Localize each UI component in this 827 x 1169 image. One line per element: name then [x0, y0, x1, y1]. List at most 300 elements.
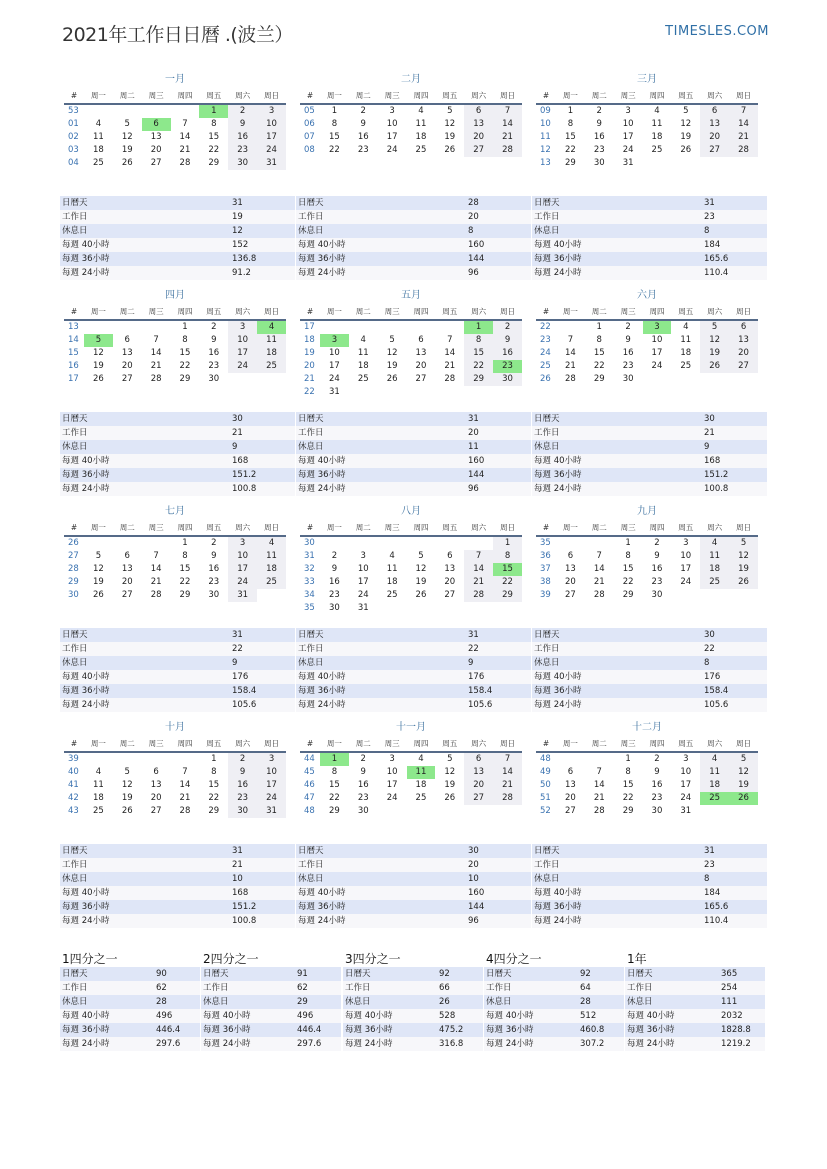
- day-cell: 8: [182, 335, 188, 345]
- day-cell: 18: [257, 563, 286, 576]
- stat-label: 工作日: [60, 426, 230, 440]
- week-row: [300, 334, 522, 347]
- day-cell: 1: [596, 322, 602, 332]
- stats-row: [296, 656, 531, 670]
- day-cell: 24: [651, 361, 663, 371]
- day-cell: 23: [622, 361, 634, 371]
- stats-row: [60, 238, 295, 252]
- stats-row: [60, 628, 295, 642]
- stat-value: 31: [230, 196, 295, 210]
- day-cell: 26: [121, 158, 133, 168]
- day-cell: 3: [683, 754, 689, 764]
- weekday-header: 周三: [378, 87, 407, 104]
- stat-value: 30: [466, 844, 531, 858]
- month-stats: [296, 844, 531, 928]
- quarter-stats: [60, 967, 200, 1051]
- weekday-header: 周日: [729, 735, 758, 752]
- weekday-header: 周一: [320, 735, 349, 752]
- stats-row: [296, 872, 531, 886]
- day-cell: 23: [593, 145, 605, 155]
- month-calendar: [536, 288, 758, 386]
- day-cell: 8: [182, 551, 188, 561]
- stat-value: 144: [466, 900, 531, 914]
- stat-label: 日曆天: [296, 412, 466, 426]
- weekday-header-row: [300, 735, 522, 752]
- day-cell: 31: [228, 589, 257, 602]
- stats-row: [532, 454, 767, 468]
- week-row: [300, 589, 522, 602]
- day-cell: 7: [182, 119, 188, 129]
- week-row: [64, 550, 286, 563]
- month-calendar: [536, 504, 758, 602]
- week-row: [300, 536, 522, 550]
- stat-value: 496: [295, 1009, 341, 1023]
- week-row: [64, 373, 286, 386]
- day-cell: 2: [654, 754, 660, 764]
- stat-label: 工作日: [296, 426, 466, 440]
- day-cell: 27: [415, 374, 427, 384]
- stats-row: [60, 454, 295, 468]
- day-cell: 5: [729, 752, 758, 766]
- quarter-title: 2四分之一: [203, 952, 259, 966]
- day-cell: [407, 320, 436, 334]
- day-cell: 28: [593, 806, 605, 816]
- week-number: 03: [68, 145, 79, 155]
- stat-value: 110.4: [702, 266, 767, 280]
- day-cell: 11: [651, 119, 663, 129]
- day-cell: [556, 320, 585, 334]
- day-cell: 15: [464, 347, 493, 360]
- day-cell: 10: [228, 334, 257, 347]
- brand-link[interactable]: TIMESLES.COM: [665, 24, 769, 39]
- day-cell: 19: [415, 577, 427, 587]
- stat-label: 日曆天: [532, 844, 702, 858]
- day-cell: 28: [593, 590, 605, 600]
- stat-label: 每週 24小時: [532, 698, 702, 712]
- stat-value: 10: [466, 872, 531, 886]
- week-number: 14: [68, 335, 79, 345]
- day-cell: 25: [386, 590, 398, 600]
- month-calendar: [64, 72, 286, 170]
- week-row: [300, 386, 522, 399]
- weekday-header: 周五: [435, 519, 464, 536]
- stat-label: 休息日: [201, 995, 295, 1009]
- day-cell: 6: [464, 752, 493, 766]
- stat-label: 每週 24小時: [60, 1037, 154, 1051]
- day-cell: 18: [651, 132, 663, 142]
- stat-value: 30: [230, 412, 295, 426]
- day-cell: [378, 386, 407, 399]
- weekday-header: 周二: [349, 303, 378, 320]
- stat-value: 26: [437, 995, 483, 1009]
- stat-label: 每週 40小時: [60, 1009, 154, 1023]
- stats-row: [484, 981, 624, 995]
- day-cell: 28: [444, 374, 456, 384]
- stat-value: 21: [230, 858, 295, 872]
- stat-label: 每週 36小時: [532, 684, 702, 698]
- day-cell: 28: [565, 374, 576, 384]
- weekday-header: 周二: [113, 519, 142, 536]
- stat-label: 每週 24小時: [60, 266, 230, 280]
- week-row: [536, 563, 758, 576]
- day-cell: 13: [150, 780, 162, 790]
- stat-value: 1219.2: [719, 1037, 765, 1051]
- stat-label: 每週 24小時: [532, 482, 702, 496]
- day-cell: [378, 602, 407, 615]
- weekday-header: 周一: [84, 519, 113, 536]
- week-number: 21: [304, 374, 315, 384]
- day-cell: 4: [389, 551, 395, 561]
- stat-value: 168: [702, 454, 767, 468]
- weekday-header: 周三: [378, 735, 407, 752]
- stats-row: [60, 684, 295, 698]
- stat-label: 工作日: [532, 858, 702, 872]
- stats-row: [60, 468, 295, 482]
- day-cell: 4: [418, 754, 424, 764]
- weekday-header: 周四: [643, 303, 672, 320]
- week-number: 37: [540, 564, 551, 574]
- week-number: 11: [540, 132, 551, 142]
- day-cell: 5: [418, 551, 424, 561]
- day-cell: [729, 373, 758, 386]
- week-number-header: #: [536, 87, 556, 104]
- day-cell: 12: [386, 348, 398, 358]
- day-cell: 1: [320, 752, 349, 766]
- stat-label: 休息日: [625, 995, 719, 1009]
- day-cell: [349, 386, 378, 399]
- day-cell: [320, 536, 349, 550]
- stat-label: 日曆天: [60, 844, 230, 858]
- day-cell: 24: [329, 374, 340, 384]
- stat-value: 23: [702, 210, 767, 224]
- weekday-header-row: [300, 303, 522, 320]
- day-cell: 15: [565, 132, 576, 142]
- stat-label: 每週 36小時: [60, 252, 230, 266]
- weekday-header: 周二: [349, 735, 378, 752]
- day-cell: 12: [729, 766, 758, 779]
- day-cell: 3: [257, 752, 286, 766]
- week-row: [300, 779, 522, 792]
- weekday-header: 周一: [556, 303, 585, 320]
- day-cell: 9: [331, 564, 338, 574]
- day-cell: [407, 536, 436, 550]
- stat-value: 8: [702, 872, 767, 886]
- day-cell: 6: [700, 104, 729, 118]
- stat-label: 每週 36小時: [532, 468, 702, 482]
- day-cell: 8: [464, 334, 493, 347]
- stats-row: [532, 642, 767, 656]
- week-row: [64, 144, 286, 157]
- weekday-header: 周一: [84, 735, 113, 752]
- day-cell: 22: [464, 360, 493, 373]
- week-number: 39: [68, 754, 79, 764]
- day-cell: 30: [208, 590, 220, 600]
- day-cell: 22: [329, 145, 340, 155]
- stats-row: [532, 482, 767, 496]
- stat-label: 每週 36小時: [201, 1023, 295, 1037]
- stat-value: 1828.8: [719, 1023, 765, 1037]
- stats-row: [60, 656, 295, 670]
- day-cell: [257, 589, 286, 602]
- weekday-header: 周五: [671, 87, 700, 104]
- stats-row: [532, 684, 767, 698]
- day-cell: 29: [464, 373, 493, 386]
- day-cell: 4: [700, 752, 729, 766]
- week-row: [300, 766, 522, 779]
- day-cell: 30: [228, 157, 257, 170]
- stats-row: [60, 872, 295, 886]
- day-cell: 10: [257, 118, 286, 131]
- stat-label: 工作日: [484, 981, 578, 995]
- day-cell: 7: [182, 767, 188, 777]
- day-cell: 29: [493, 589, 522, 602]
- day-cell: 21: [444, 361, 456, 371]
- day-cell: 13: [444, 564, 456, 574]
- day-cell: 23: [357, 145, 369, 155]
- stat-value: 22: [702, 642, 767, 656]
- weekday-header-row: [64, 735, 286, 752]
- weekday-header: 周三: [378, 303, 407, 320]
- stat-label: 每週 36小時: [296, 252, 466, 266]
- day-cell: 30: [493, 373, 522, 386]
- day-cell: 1: [331, 106, 338, 116]
- day-cell: [142, 536, 171, 550]
- stats-row: [296, 238, 531, 252]
- day-cell: 11: [257, 334, 286, 347]
- day-cell: 27: [150, 158, 162, 168]
- stats-row: [296, 886, 531, 900]
- week-number: 15: [68, 348, 79, 358]
- stat-value: 30: [702, 628, 767, 642]
- month-grid: [536, 87, 758, 170]
- day-cell: 12: [93, 564, 104, 574]
- week-number: 41: [68, 780, 79, 790]
- quarter-title: 1年: [627, 952, 647, 966]
- week-number: 47: [304, 793, 315, 803]
- day-cell: 10: [386, 119, 398, 129]
- stat-value: 475.2: [437, 1023, 483, 1037]
- week-row: [536, 104, 758, 118]
- day-cell: 7: [464, 550, 493, 563]
- day-cell: 5: [389, 335, 395, 345]
- week-number: 26: [540, 374, 551, 384]
- day-cell: 14: [593, 564, 605, 574]
- weekday-header: 周二: [113, 87, 142, 104]
- stat-label: 每週 24小時: [625, 1037, 719, 1051]
- day-cell: 25: [651, 145, 663, 155]
- day-cell: 1: [182, 538, 188, 548]
- day-cell: 30: [651, 806, 663, 816]
- stat-value: 100.8: [230, 482, 295, 496]
- weekday-header: 周四: [643, 519, 672, 536]
- day-cell: 7: [493, 104, 522, 118]
- stat-label: 每週 40小時: [532, 886, 702, 900]
- month-grid: [64, 519, 286, 602]
- week-number: 50: [540, 780, 551, 790]
- stat-value: 151.2: [230, 900, 295, 914]
- day-cell: 1: [464, 320, 493, 334]
- weekday-header: 周三: [614, 303, 643, 320]
- stat-value: 158.4: [466, 684, 531, 698]
- day-cell: 21: [179, 145, 191, 155]
- day-cell: 26: [680, 145, 692, 155]
- stat-label: 工作日: [625, 981, 719, 995]
- day-cell: 7: [493, 752, 522, 766]
- day-cell: [113, 320, 142, 334]
- day-cell: 20: [415, 361, 427, 371]
- day-cell: 12: [121, 780, 133, 790]
- stat-label: 每週 24小時: [484, 1037, 578, 1051]
- day-cell: [171, 104, 200, 118]
- stat-label: 休息日: [532, 224, 702, 238]
- stat-label: 日曆天: [532, 196, 702, 210]
- day-cell: 25: [257, 360, 286, 373]
- day-cell: [556, 752, 585, 766]
- day-cell: 24: [680, 577, 692, 587]
- day-cell: 6: [567, 551, 574, 561]
- weekday-header: 周六: [700, 519, 729, 536]
- stats-row: [201, 981, 341, 995]
- day-cell: 24: [386, 793, 398, 803]
- day-cell: 8: [331, 119, 338, 129]
- stat-label: 日曆天: [201, 967, 295, 981]
- month-stats: [60, 412, 295, 496]
- day-cell: 21: [593, 577, 605, 587]
- stat-value: 31: [466, 628, 531, 642]
- stat-label: 每週 40小時: [532, 670, 702, 684]
- day-cell: 26: [729, 792, 758, 805]
- day-cell: [349, 536, 378, 550]
- day-cell: 10: [257, 766, 286, 779]
- stats-row: [484, 1009, 624, 1023]
- stats-row: [532, 914, 767, 928]
- day-cell: 2: [211, 322, 217, 332]
- month-name: 四月: [165, 290, 185, 301]
- quarter-stats: [625, 967, 765, 1051]
- stats-row: [296, 196, 531, 210]
- day-cell: 23: [651, 577, 663, 587]
- day-cell: 3: [643, 320, 672, 334]
- day-cell: 25: [700, 792, 729, 805]
- day-cell: 19: [93, 361, 104, 371]
- stats-row: [296, 440, 531, 454]
- day-cell: [113, 104, 142, 118]
- weekday-header: 周日: [493, 87, 522, 104]
- day-cell: 9: [493, 334, 522, 347]
- stats-row: [296, 670, 531, 684]
- stat-label: 每週 40小時: [296, 454, 466, 468]
- day-cell: 17: [680, 564, 692, 574]
- day-cell: 9: [654, 767, 660, 777]
- weekday-header: 周日: [493, 735, 522, 752]
- month-name: 五月: [401, 290, 421, 301]
- day-cell: 16: [228, 779, 257, 792]
- stat-value: 91.2: [230, 266, 295, 280]
- month-calendar: [300, 504, 522, 615]
- day-cell: [142, 752, 171, 766]
- day-cell: 1: [567, 106, 574, 116]
- day-cell: [407, 386, 436, 399]
- stat-value: 8: [466, 224, 531, 238]
- week-number: 18: [304, 335, 315, 345]
- day-cell: 29: [622, 590, 634, 600]
- day-cell: 31: [329, 387, 340, 397]
- day-cell: 27: [121, 590, 133, 600]
- day-cell: 26: [93, 374, 104, 384]
- day-cell: 30: [357, 806, 369, 816]
- day-cell: 4: [360, 335, 366, 345]
- week-row: [64, 347, 286, 360]
- stat-value: 176: [466, 670, 531, 684]
- day-cell: 27: [729, 360, 758, 373]
- day-cell: 20: [121, 361, 133, 371]
- day-cell: 27: [464, 792, 493, 805]
- day-cell: 22: [329, 793, 340, 803]
- stat-label: 日曆天: [60, 628, 230, 642]
- weekday-header: 周日: [257, 519, 286, 536]
- stats-row: [60, 914, 295, 928]
- stat-value: 151.2: [702, 468, 767, 482]
- day-cell: 27: [121, 374, 133, 384]
- day-cell: 23: [493, 360, 522, 373]
- day-cell: 1: [625, 754, 631, 764]
- day-cell: 27: [565, 590, 576, 600]
- stat-label: 每週 40小時: [484, 1009, 578, 1023]
- day-cell: 16: [357, 132, 369, 142]
- day-cell: [84, 536, 113, 550]
- week-number-header: #: [64, 735, 84, 752]
- day-cell: 18: [415, 132, 427, 142]
- stat-label: 每週 24小時: [60, 698, 230, 712]
- week-number: 20: [304, 361, 315, 371]
- month-grid: [64, 735, 286, 818]
- day-cell: [407, 602, 436, 615]
- day-cell: 26: [93, 590, 104, 600]
- quarter-title: 3四分之一: [345, 952, 401, 966]
- stats-row: [343, 981, 483, 995]
- day-cell: 23: [651, 793, 663, 803]
- week-number: 46: [304, 780, 315, 790]
- stat-value: 21: [702, 426, 767, 440]
- day-cell: 22: [179, 361, 191, 371]
- stat-label: 休息日: [60, 872, 230, 886]
- weekday-header: 周四: [643, 87, 672, 104]
- stat-value: 92: [437, 967, 483, 981]
- weekday-header: 周六: [228, 735, 257, 752]
- day-cell: 25: [257, 576, 286, 589]
- month-name: 九月: [637, 506, 657, 517]
- day-cell: 13: [700, 118, 729, 131]
- day-cell: 10: [651, 335, 663, 345]
- week-number: 33: [304, 577, 315, 587]
- week-number: 42: [68, 793, 79, 803]
- stat-value: 22: [230, 642, 295, 656]
- day-cell: 14: [150, 564, 162, 574]
- page-title: 2021年工作日日曆 .(波兰）: [62, 24, 293, 46]
- day-cell: 31: [257, 805, 286, 818]
- stats-row: [296, 482, 531, 496]
- day-cell: [464, 602, 493, 615]
- week-row: [536, 118, 758, 131]
- stats-row: [60, 670, 295, 684]
- weekday-header: 周三: [142, 519, 171, 536]
- week-number-header: #: [536, 303, 556, 320]
- week-number: 29: [68, 577, 79, 587]
- day-cell: 25: [415, 793, 427, 803]
- stats-row: [532, 412, 767, 426]
- day-cell: 11: [93, 780, 104, 790]
- day-cell: 2: [331, 551, 338, 561]
